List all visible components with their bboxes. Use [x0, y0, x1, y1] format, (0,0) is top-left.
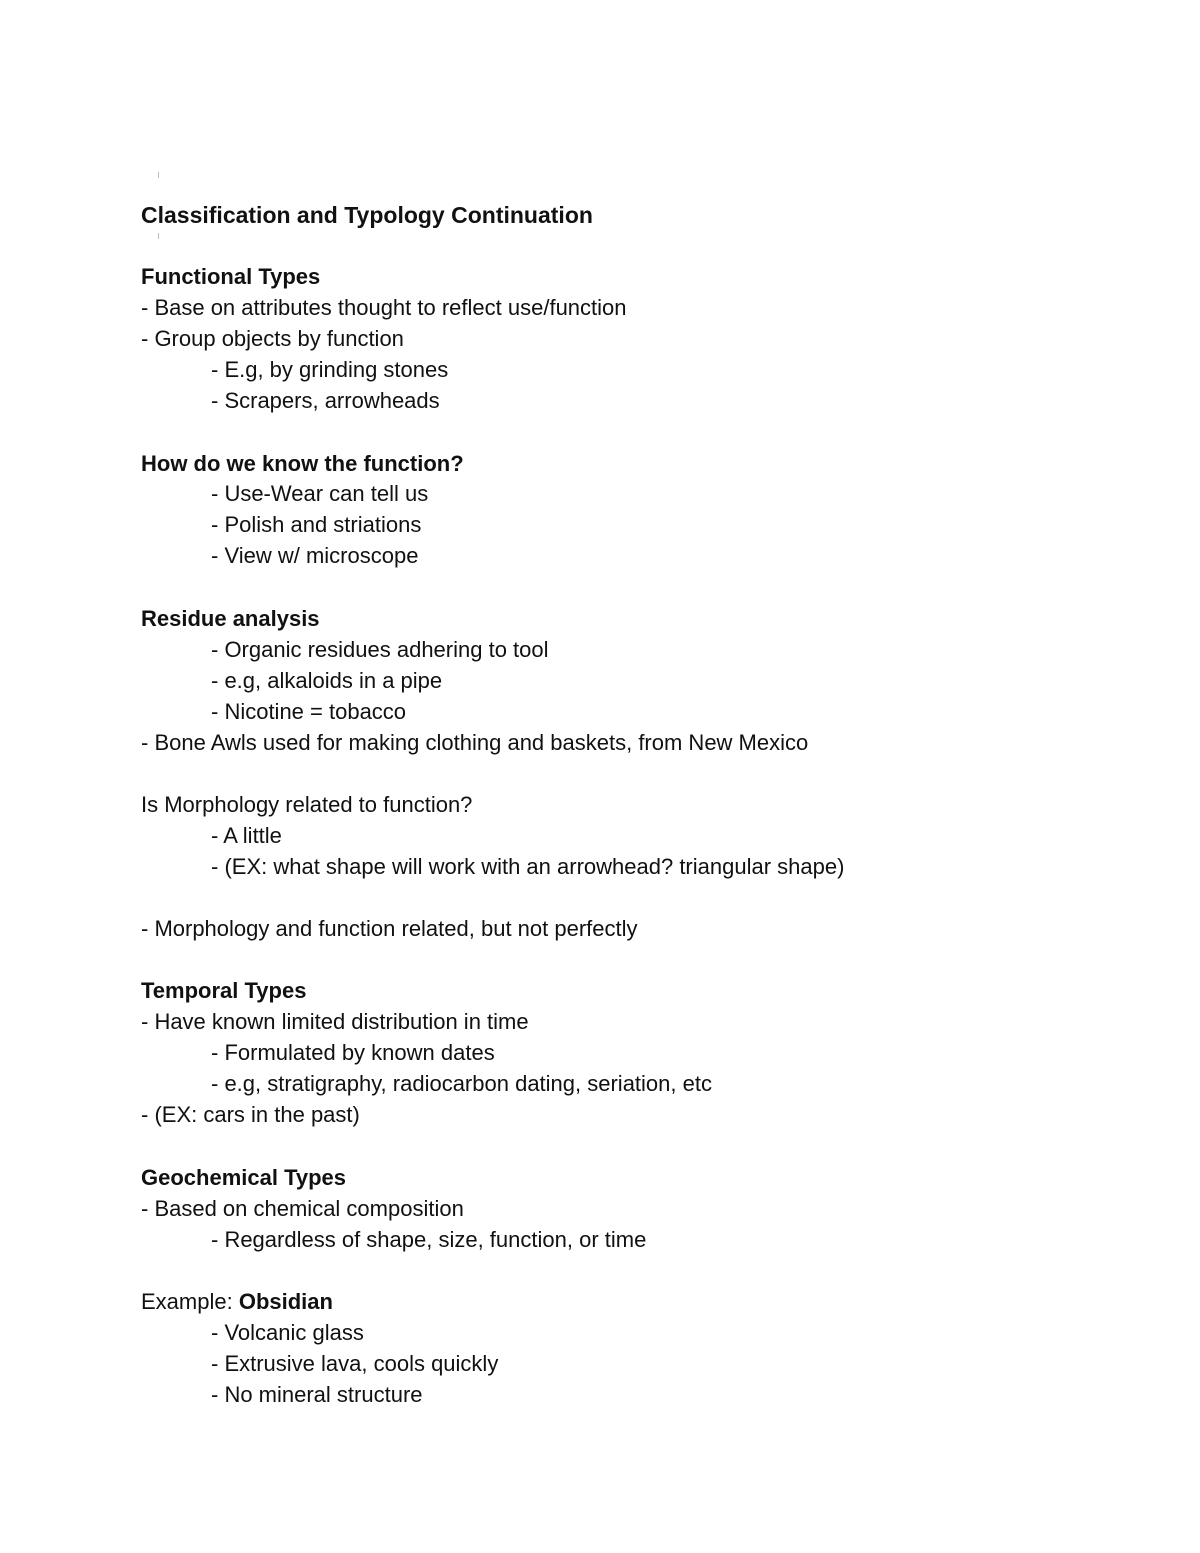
sub-list-item: - Nicotine = tobacco [211, 699, 407, 724]
example-line [141, 1288, 333, 1316]
list-item: - Morphology and function related, but not perfectly [141, 916, 638, 941]
sub-list-item: - e.g, stratigraphy, radiocarbon dating, seriation, etc [211, 1071, 712, 1096]
sub-list-item: - (EX: what shape will work with an arrowhead? triangular shape) [211, 854, 845, 879]
example-term: Obsidian [238, 1289, 333, 1314]
morphology-question: Is Morphology related to function? [141, 792, 473, 817]
sub-list-item: - No mineral structure [211, 1382, 423, 1407]
list-item: - Bone Awls used for making clothing and baskets, from New Mexico [141, 730, 809, 755]
section-heading-how-function: How do we know the function? [141, 451, 464, 476]
sub-list-item: - Extrusive lava, cools quickly [211, 1351, 499, 1376]
sub-list-item: - View w/ microscope [211, 543, 419, 568]
sub-list-item: - Polish and striations [211, 512, 422, 537]
sub-list-item: - e.g, alkaloids in a pipe [211, 668, 443, 693]
list-item: - Group objects by function [141, 326, 404, 351]
page-title: Classification and Typology Continuation [141, 202, 593, 228]
cursor-mark [158, 233, 159, 239]
list-item: - Based on chemical composition [141, 1196, 464, 1221]
sub-list-item: - Scrapers, arrowheads [211, 388, 440, 413]
list-item: - Have known limited distribution in time [141, 1009, 529, 1034]
example-prefix: Example: [141, 1289, 239, 1314]
list-item: - (EX: cars in the past) [141, 1102, 360, 1127]
sub-list-item: - Formulated by known dates [211, 1040, 495, 1065]
section-heading-geochemical-types: Geochemical Types [141, 1165, 347, 1190]
sub-list-item: - Use-Wear can tell us [211, 481, 429, 506]
section-heading-functional-types: Functional Types [141, 264, 321, 289]
cursor-mark [158, 172, 159, 178]
section-heading-temporal-types: Temporal Types [141, 978, 307, 1003]
sub-list-item: - Volcanic glass [211, 1320, 364, 1345]
sub-list-item: - A little [211, 823, 282, 848]
list-item: - Base on attributes thought to reflect use/function [141, 295, 627, 320]
section-heading-residue-analysis: Residue analysis [141, 606, 320, 631]
sub-list-item: - Regardless of shape, size, function, or time [211, 1227, 647, 1252]
sub-list-item: - Organic residues adhering to tool [211, 637, 549, 662]
sub-list-item: - E.g, by grinding stones [211, 357, 449, 382]
